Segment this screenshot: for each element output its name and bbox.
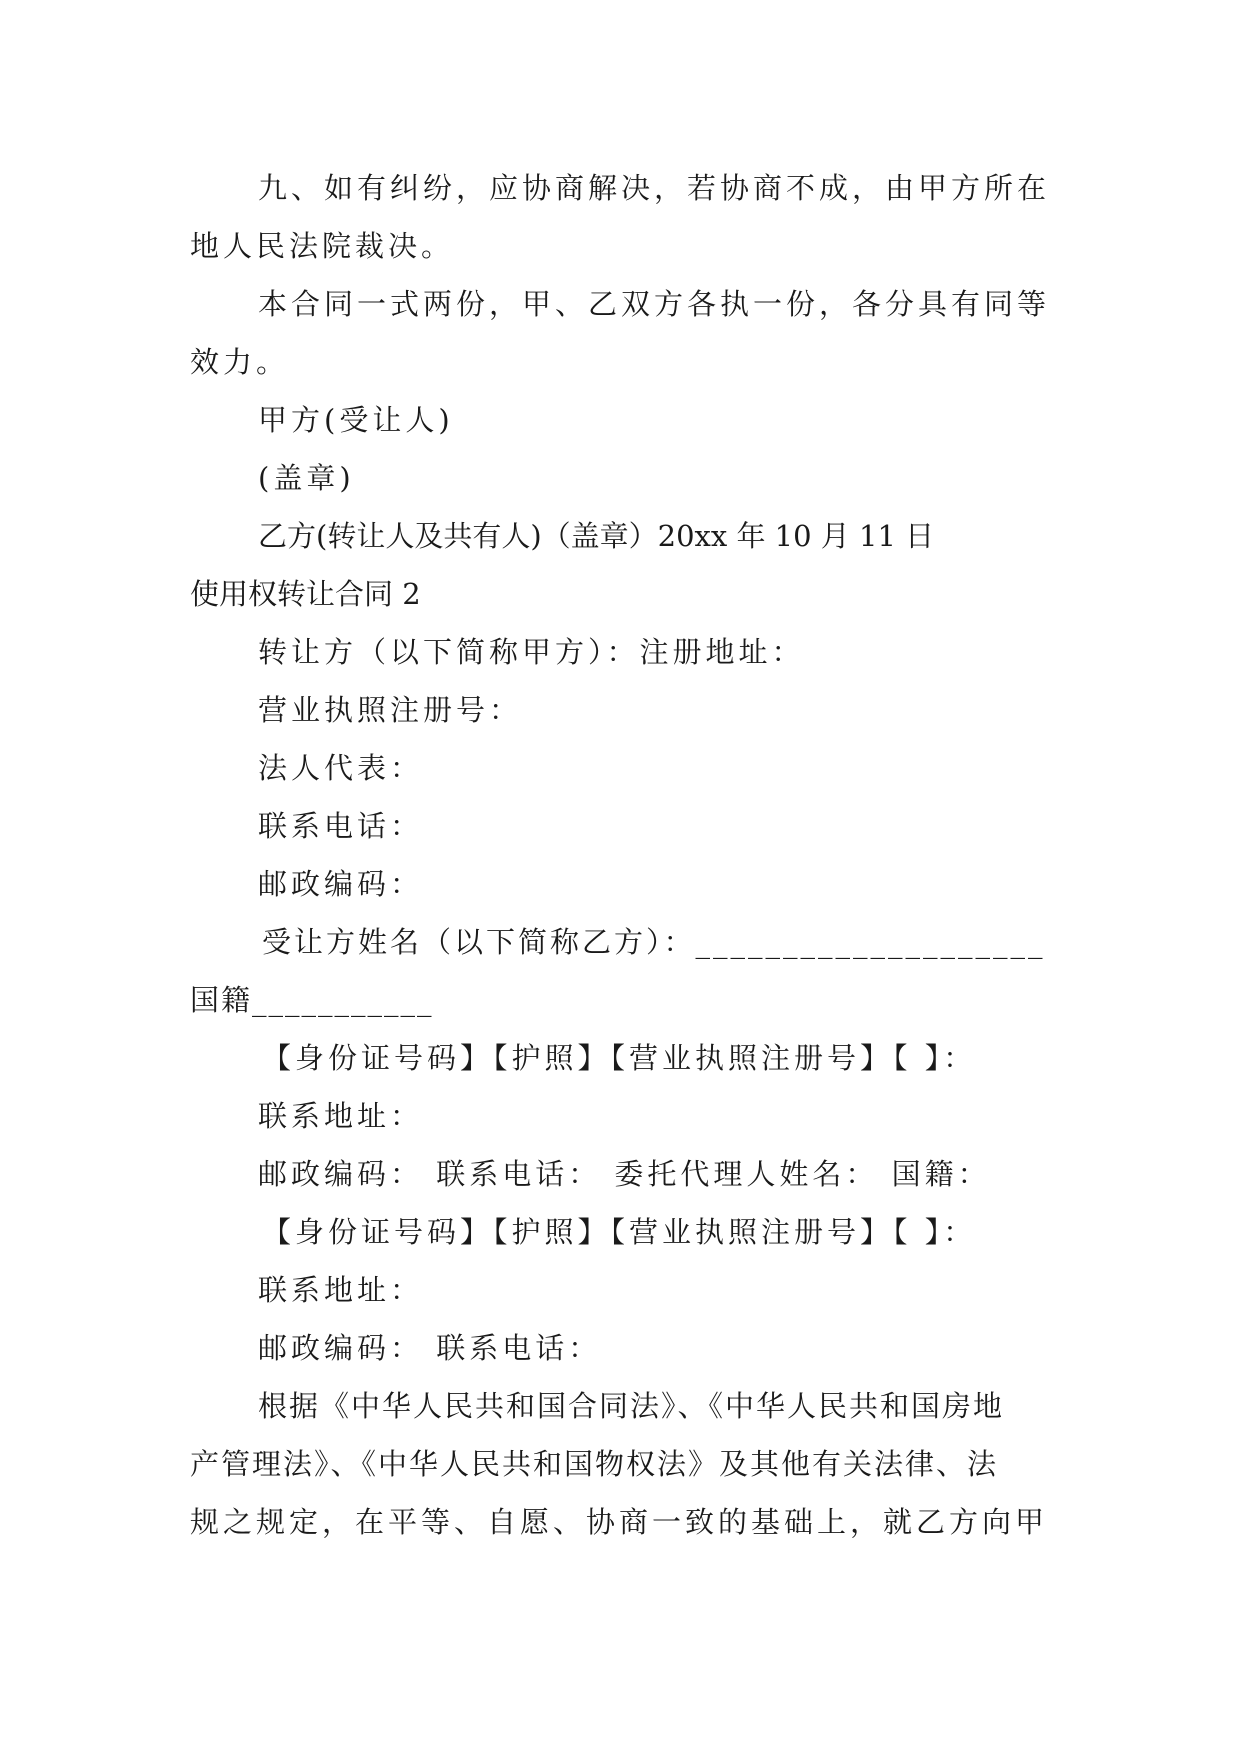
- contact-address-field-2: 联系地址：: [258, 1273, 424, 1307]
- business-license-field: 营业执照注册号：: [258, 693, 523, 727]
- transferee-name-field: 受让方姓名（以下简称乙方）：____________________: [262, 925, 1046, 959]
- postal-phone-line: 邮政编码： 联系电话：: [258, 1331, 602, 1365]
- agent-info-line: 邮政编码： 联系电话： 委托代理人姓名： 国籍：: [258, 1157, 991, 1191]
- id-type-field-1: 【身份证号码】【护照】【营业执照注册号】【 】：: [262, 1041, 977, 1075]
- transferor-address-field: 转让方（以下简称甲方）：注册地址：: [258, 635, 805, 669]
- contact-phone-field: 联系电话：: [258, 809, 424, 843]
- preamble-line-3: 规之规定，在平等、自愿、协商一致的基础上，就乙方向甲: [190, 1505, 1049, 1539]
- legal-representative-field: 法人代表：: [258, 751, 424, 785]
- party-a-signature-label: 甲方(受让人): [258, 403, 454, 437]
- party-b-signature-date: 乙方(转让人及共有人)（盖章）20xx 年 10 月 11 日: [258, 519, 935, 553]
- seal-label: (盖章): [258, 461, 355, 495]
- contact-address-field-1: 联系地址：: [258, 1099, 424, 1133]
- preamble-line-1: 根据《中华人民共和国合同法》、《中华人民共和国房地: [258, 1389, 1005, 1423]
- contract-title-2: 使用权转让合同 2: [190, 577, 421, 611]
- nationality-field: 国籍___________: [190, 983, 434, 1017]
- id-type-field-2: 【身份证号码】【护照】【营业执照注册号】【 】：: [262, 1215, 977, 1249]
- postal-code-field: 邮政编码：: [258, 867, 424, 901]
- clause-9-line-2: 地人民法院裁决。: [190, 229, 455, 263]
- copies-clause-line-2: 效力。: [190, 345, 290, 379]
- clause-9-line-1: 九、如有纠纷，应协商解决，若协商不成，由甲方所在: [258, 171, 1051, 205]
- preamble-line-2: 产管理法》、《中华人民共和国物权法》及其他有关法律、法: [190, 1447, 999, 1481]
- copies-clause-line-1: 本合同一式两份，甲、乙双方各执一份，各分具有同等: [258, 287, 1051, 321]
